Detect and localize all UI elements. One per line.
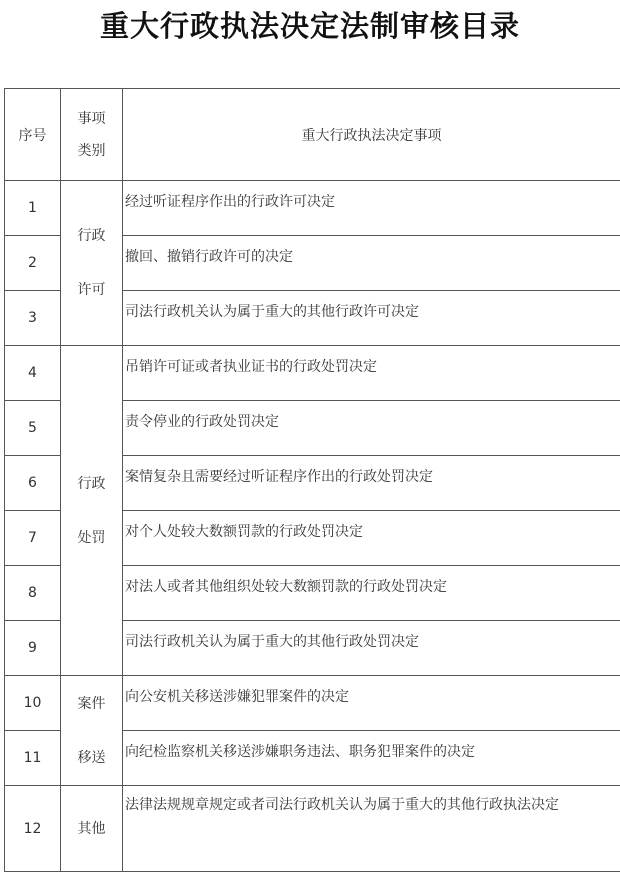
category-line: 其他: [77, 820, 106, 837]
item-text: 对法人或者其他组织处较大数额罚款的行政处罚决定: [123, 566, 620, 621]
table-row: [5, 676, 620, 731]
category-line: 处罚: [77, 529, 106, 546]
row-number: 9: [5, 621, 61, 676]
header-index: 序号: [5, 89, 61, 181]
header-type: [61, 89, 123, 181]
category-line: 移送: [77, 749, 106, 766]
item-text: 案情复杂且需要经过听证程序作出的行政处罚决定: [123, 456, 620, 511]
row-number: 10: [5, 676, 61, 731]
header-type-line1: 事项: [77, 110, 106, 127]
category-line: 行政: [77, 228, 106, 244]
item-text: 法律法规规章规定或者司法行政机关认为属于重大的其他行政执法决定: [123, 786, 620, 872]
item-text: 对个人处较大数额罚款的行政处罚决定: [123, 511, 620, 566]
row-number: 2: [5, 236, 61, 291]
item-text: 司法行政机关认为属于重大的其他行政处罚决定: [123, 621, 620, 676]
item-text: 吊销许可证或者执业证书的行政处罚决定: [123, 346, 620, 401]
category-cell: [61, 346, 123, 676]
category-line: 许可: [77, 282, 106, 298]
category-cell: [61, 181, 123, 346]
table-row: [5, 181, 620, 236]
table-row: [5, 346, 620, 401]
row-number: 5: [5, 401, 61, 456]
item-text: 经过听证程序作出的行政许可决定: [123, 181, 620, 236]
category-cell: [61, 786, 123, 872]
row-number: 1: [5, 181, 61, 236]
catalog-table: [4, 88, 620, 872]
header-type-line2: 类别: [77, 142, 106, 159]
row-number: 11: [5, 731, 61, 786]
row-number: 4: [5, 346, 61, 401]
item-text: 向纪检监察机关移送涉嫌职务违法、职务犯罪案件的决定: [123, 731, 620, 786]
item-text: 撤回、撤销行政许可的决定: [123, 236, 620, 291]
page-title: 重大行政执法决定法制审核目录: [99, 9, 520, 43]
row-number: 3: [5, 291, 61, 346]
category-line: 行政: [77, 475, 106, 492]
table-header-row: [5, 89, 620, 181]
row-number: 8: [5, 566, 61, 621]
row-number: 7: [5, 511, 61, 566]
category-line: 案件: [77, 695, 106, 712]
item-text: 向公安机关移送涉嫌犯罪案件的决定: [123, 676, 620, 731]
header-item: 重大行政执法决定事项: [123, 89, 620, 181]
item-text: 司法行政机关认为属于重大的其他行政许可决定: [123, 291, 620, 346]
row-number: 12: [5, 786, 61, 872]
item-text: 责令停业的行政处罚决定: [123, 401, 620, 456]
table-row: [5, 786, 620, 872]
row-number: 6: [5, 456, 61, 511]
category-cell: [61, 676, 123, 786]
